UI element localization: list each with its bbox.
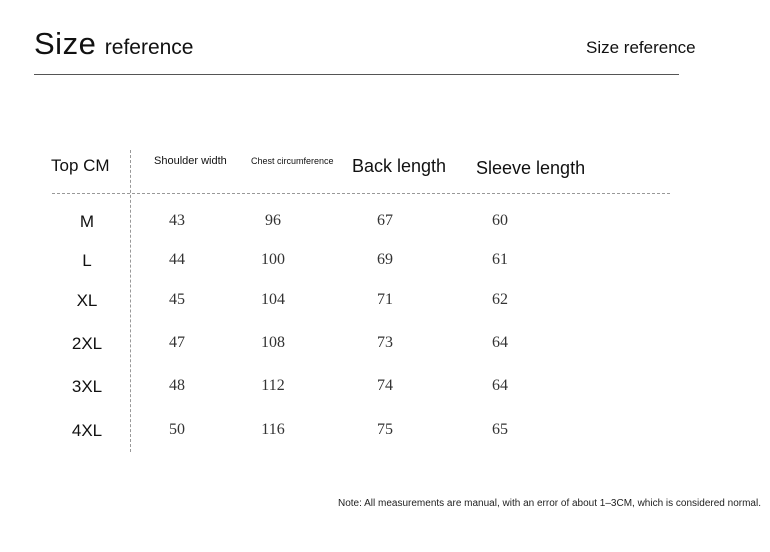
sleeve-value: 60 [492,212,508,229]
shoulder-value: 50 [169,421,185,438]
size-label: 3XL [71,377,103,396]
back-value: 67 [377,212,393,229]
chest-value: 116 [261,421,285,438]
size-label: 2XL [71,334,103,353]
header-sleeve-length: Sleeve length [476,158,586,178]
back-value: 75 [377,421,393,438]
size-label: M [79,212,95,231]
sleeve-value: 64 [492,334,508,351]
shoulder-value: 43 [169,212,185,229]
header-back-length: Back length [352,156,447,176]
chest-value: 96 [265,212,281,229]
chest-value: 104 [261,291,285,308]
shoulder-value: 45 [169,291,185,308]
back-value: 74 [377,377,393,394]
table-vertical-divider [130,150,131,452]
chest-value: 100 [261,251,285,268]
back-value: 71 [377,291,393,308]
sleeve-value: 65 [492,421,508,438]
back-value: 69 [377,251,393,268]
measurement-note: Note: All measurements are manual, with an error of about 1–3CM, which is considered normal. [338,498,761,509]
header-top-cm: Top CM [51,156,110,175]
title-secondary: reference [104,36,194,59]
shoulder-value: 47 [169,334,185,351]
chest-value: 108 [261,334,285,351]
header-chest-circumference: Chest circumference [251,156,334,166]
chest-value: 112 [261,377,285,394]
page-title [34,26,193,62]
size-label: 4XL [71,421,103,440]
sleeve-value: 64 [492,377,508,394]
sleeve-value: 61 [492,251,508,268]
header-shoulder-width: Shoulder width [154,155,227,167]
table-header-divider [52,193,670,194]
title-main: Size [34,26,97,61]
shoulder-value: 48 [169,377,185,394]
size-label: L [82,251,92,270]
shoulder-value: 44 [169,251,185,268]
sleeve-value: 62 [492,291,508,308]
title-divider [34,74,679,75]
size-label: XL [76,291,98,310]
page-subtitle: Size reference [586,38,696,57]
back-value: 73 [377,334,393,351]
